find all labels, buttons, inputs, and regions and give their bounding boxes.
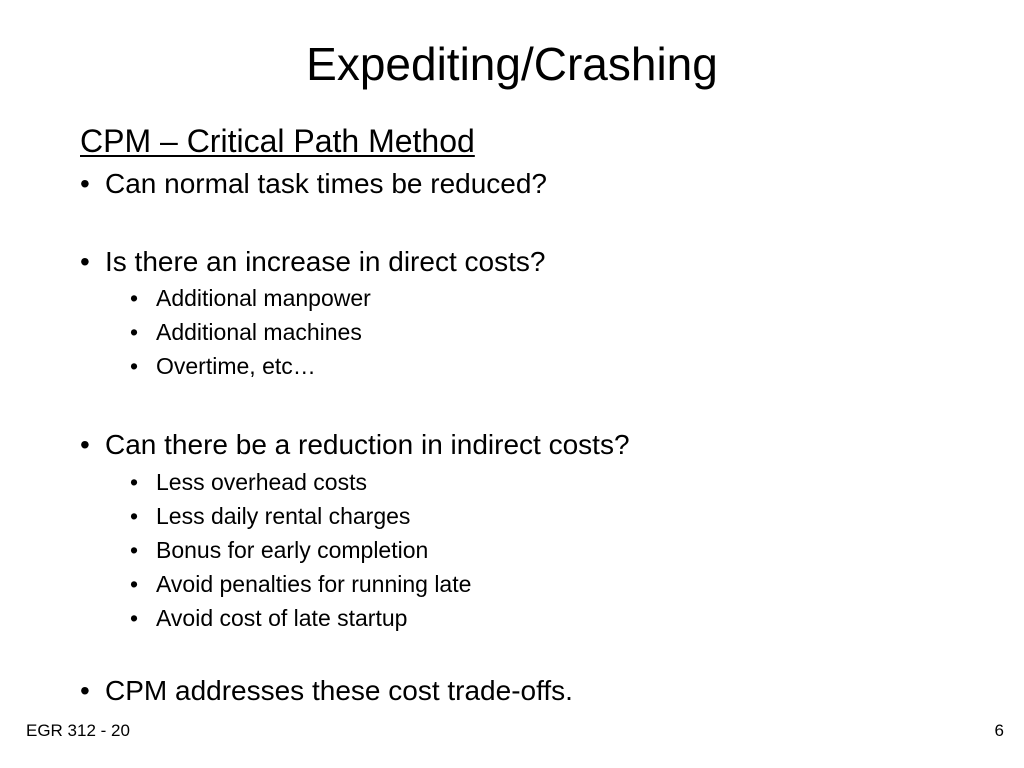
sub-bullet-item (130, 570, 471, 598)
bullet-dot: • (130, 605, 139, 631)
bullet-dot: • (130, 537, 139, 563)
sub-bullet-item (130, 604, 407, 632)
sub-bullet-item (130, 352, 316, 380)
bullet-text: Can there be a reduction in indirect costs? (105, 429, 630, 460)
sub-bullet-item (130, 318, 362, 346)
bullet-dot: • (130, 353, 139, 379)
bullet-dot: • (130, 285, 139, 311)
footer-course: EGR 312 - 20 (26, 721, 130, 740)
sub-bullet-item (130, 502, 410, 530)
footer-page-number: 6 (994, 721, 1004, 740)
slide-title: Expediting/Crashing (306, 38, 718, 90)
bullet-dot: • (80, 246, 90, 277)
bullet-text: Can normal task times be reduced? (105, 168, 547, 199)
sub-bullet-text: Overtime, etc… (156, 353, 316, 379)
bullet-text: Is there an increase in direct costs? (105, 246, 546, 277)
sub-bullet-text: Avoid cost of late startup (156, 605, 408, 631)
sub-bullet-item (130, 284, 371, 312)
sub-bullet-text: Avoid penalties for running late (156, 571, 472, 597)
bullet-dot: • (80, 168, 90, 199)
bullet-item (80, 245, 545, 279)
bullet-dot: • (80, 675, 90, 706)
bullet-dot: • (130, 571, 139, 597)
bullet-text: CPM addresses these cost trade-offs. (105, 675, 573, 706)
sub-bullet-text: Less daily rental charges (156, 503, 411, 529)
bullet-dot: • (130, 319, 139, 345)
sub-bullet-item (130, 468, 367, 496)
sub-bullet-item (130, 536, 428, 564)
sub-bullet-text: Less overhead costs (156, 469, 367, 495)
bullet-item (80, 167, 547, 201)
bullet-dot: • (130, 469, 139, 495)
bullet-item (80, 674, 573, 708)
bullet-dot: • (130, 503, 139, 529)
sub-bullet-text: Bonus for early completion (156, 537, 429, 563)
bullet-item (80, 428, 630, 462)
bullet-dot: • (80, 429, 90, 460)
section-heading: CPM – Critical Path Method (80, 123, 475, 159)
sub-bullet-text: Additional machines (156, 319, 362, 345)
sub-bullet-text: Additional manpower (156, 285, 371, 311)
